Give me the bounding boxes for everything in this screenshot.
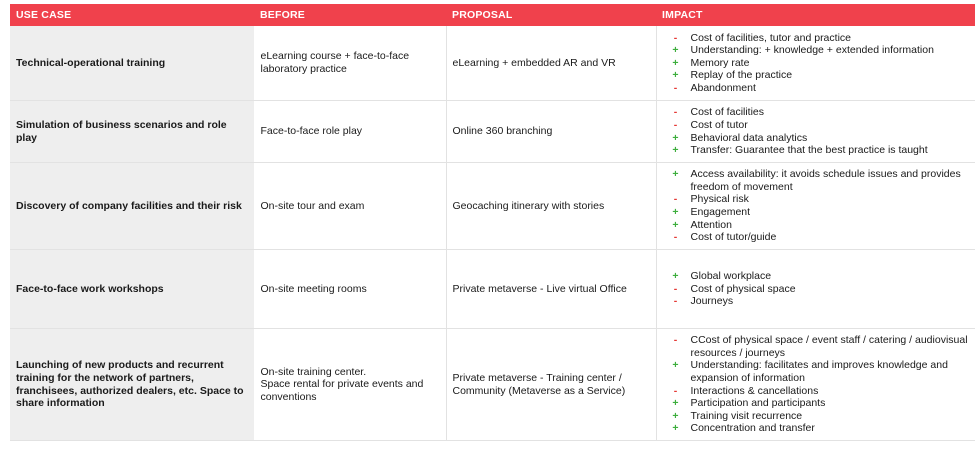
before-text [261,200,440,213]
table-body [10,26,975,441]
impact-item [671,193,970,206]
impact-text: Behavioral data analytics [690,131,808,144]
table-row [10,329,975,441]
plus-icon: + [672,359,679,372]
proposal-line: Private metaverse - Training center / [452,371,622,384]
plus-icon: + [672,206,679,218]
impact-cell [656,101,975,163]
impact-item [671,32,970,45]
impact-item [671,295,970,308]
before-line: On-site meeting rooms [260,282,367,295]
before-line: Space rental for private events and conventions [260,378,424,403]
minus-icon: - [673,384,678,397]
impact-text: Engagement [690,206,751,218]
before-text [261,125,440,138]
before-cell [254,250,446,329]
impact-text: Understanding: facilitates and improves knowledge and expansion of information [690,359,948,384]
impact-list [663,168,970,244]
impact-item [671,132,970,145]
impact-item [671,410,970,423]
header-proposal: PROPOSAL [446,4,656,26]
plus-icon: + [672,270,679,283]
impact-cell [656,26,975,101]
impact-item [671,397,970,410]
before-text [261,50,440,75]
impact-list [663,32,970,95]
plus-icon: + [672,69,679,82]
before-line: Face-to-face role play [260,125,363,138]
minus-icon: - [673,118,678,131]
impact-text: Cost of tutor/guide [690,231,777,244]
plus-icon: + [672,56,679,69]
plus-icon: + [672,397,679,410]
impact-item [671,334,970,359]
proposal-cell [446,26,656,101]
impact-item [671,119,970,132]
table-header-row [10,4,975,26]
minus-icon: - [673,231,678,244]
impact-item [671,168,970,193]
impact-text: Concentration and transfer [690,422,815,435]
proposal-cell [446,163,656,250]
impact-text: Replay of the practice [690,69,793,82]
impact-text: Physical risk [690,193,749,206]
use-case-cell: Technical-operational training [10,26,254,101]
before-text [261,366,440,404]
plus-icon: + [672,131,679,144]
impact-item [671,57,970,70]
impact-item [671,422,970,435]
impact-item [671,69,970,82]
impact-item [671,144,970,157]
header-impact: IMPACT [656,4,975,26]
before-cell [254,26,446,101]
before-text [261,283,440,296]
proposal-text [453,57,650,70]
impact-text: Cost of facilities [690,106,765,119]
impact-text: Cost of tutor [690,118,748,131]
impact-text: Participation and participants [690,397,826,410]
proposal-line: Private metaverse - Live virtual Office [452,282,627,295]
plus-icon: + [672,409,679,422]
impact-item [671,283,970,296]
impact-item [671,231,970,244]
impact-item [671,359,970,384]
impact-item [671,206,970,219]
impact-text: Abandonment [690,81,756,94]
proposal-text [453,372,650,397]
proposal-cell [446,250,656,329]
proposal-line: Geocaching itinerary with stories [452,199,605,212]
plus-icon: + [672,168,679,181]
impact-text: CCost of physical space / event staff / catering / audiovisual resources / journeys [690,334,968,359]
before-line: eLearning course + face-to-face [260,50,410,63]
impact-list [663,106,970,156]
impact-text: Journeys [690,295,734,308]
plus-icon: + [672,44,679,57]
impact-item [671,219,970,232]
proposal-text [453,125,650,138]
minus-icon: - [673,106,678,119]
impact-text: Cost of physical space [690,282,796,295]
proposal-cell [446,329,656,441]
proposal-text [453,283,650,296]
impact-item [671,82,970,95]
header-before: BEFORE [254,4,446,26]
impact-text: Access availability: it avoids schedule issues and provides freedom of movement [690,168,961,193]
minus-icon: - [673,193,678,206]
plus-icon: + [672,218,679,231]
use-case-comparison-table [10,4,975,441]
impact-item [671,385,970,398]
impact-text: Global workplace [690,270,772,283]
use-case-cell: Launching of new products and recurrent training for the network of partners, franchisees, authorized dealers, etc. Space to share information [10,329,254,441]
proposal-text [453,200,650,213]
impact-text: Understanding: + knowledge + extended information [690,44,934,57]
table-row [10,250,975,329]
impact-item [671,270,970,283]
impact-item [671,106,970,119]
minus-icon: - [673,81,678,94]
impact-text: Memory rate [690,56,750,69]
use-case-cell: Simulation of business scenarios and role play [10,101,254,163]
impact-list [663,334,970,435]
impact-text: Training visit recurrence [690,409,803,422]
table-row [10,26,975,101]
use-case-cell: Face-to-face work workshops [10,250,254,329]
table-row [10,163,975,250]
proposal-line: Community (Metaverse as a Service) [452,384,626,397]
before-cell [254,329,446,441]
before-line: laboratory practice [260,63,347,75]
impact-text: Attention [690,218,732,231]
impact-text: Interactions & cancellations [690,384,819,397]
impact-cell [656,163,975,250]
proposal-line: eLearning + embedded AR and VR [452,56,616,69]
impact-text: Cost of facilities, tutor and practice [690,31,851,44]
before-line: On-site training center. [260,365,367,378]
plus-icon: + [672,144,679,157]
proposal-line: Online 360 branching [452,125,553,138]
proposal-cell [446,101,656,163]
plus-icon: + [672,422,679,435]
before-line: On-site tour and exam [260,199,365,212]
impact-cell [656,250,975,329]
impact-cell [656,329,975,441]
header-use-case: USE CASE [10,4,254,26]
before-cell [254,101,446,163]
table-row [10,101,975,163]
minus-icon: - [673,295,678,308]
impact-list [663,270,970,308]
impact-item [671,44,970,57]
comparison-table-wrapper [10,4,975,441]
use-case-cell: Discovery of company facilities and their risk [10,163,254,250]
minus-icon: - [673,31,678,44]
minus-icon: - [673,282,678,295]
before-cell [254,163,446,250]
impact-text: Transfer: Guarantee that the best practice is taught [690,144,928,157]
minus-icon: - [673,334,678,347]
